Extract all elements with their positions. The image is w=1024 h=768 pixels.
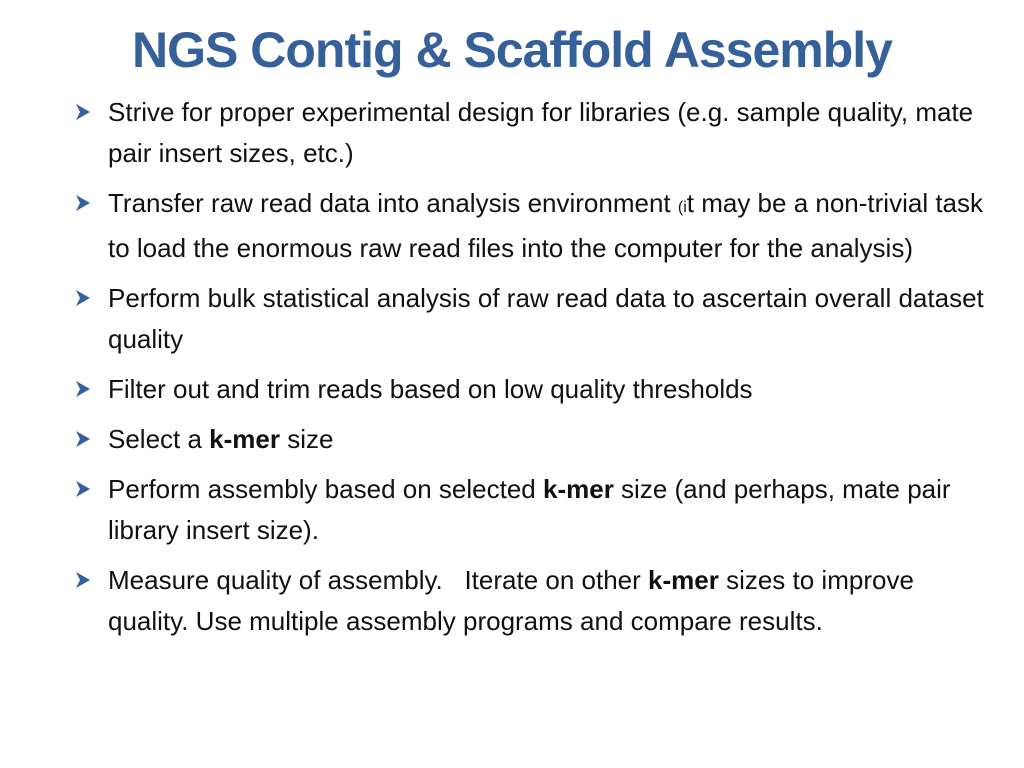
arrow-bullet-icon: [74, 380, 92, 398]
bullet-text-post: size (and perhaps, mate pair library insert size).: [108, 474, 951, 545]
bullet-text: Strive for proper experimental design for libraries (e.g. sample quality, mate pair insert sizes, etc.): [108, 97, 974, 168]
bullet-item: [70, 419, 990, 460]
bullet-item: [70, 278, 990, 360]
arrow-bullet-icon: [74, 571, 92, 589]
bullet-text-pre: Measure quality of assembly. Iterate on other: [108, 565, 649, 595]
bullet-text-post: sizes to improve quality. Use multiple assembly programs and compare results.: [108, 565, 914, 636]
bullet-item: [70, 183, 990, 269]
arrow-bullet-icon: [74, 480, 92, 498]
bullet-text-bold: k-mer: [543, 474, 614, 504]
bullet-text-pre: Perform assembly based on selected: [108, 474, 543, 504]
bullet-text: Perform bulk statistical analysis of raw read data to ascertain overall dataset quality: [108, 283, 984, 354]
bullet-text-post: size: [280, 424, 334, 454]
arrow-bullet-icon: [74, 430, 92, 448]
bullet-text-pre: Transfer raw read data into analysis environment: [108, 188, 678, 218]
bullet-text-post: t may be a non-trivial task to load the enormous raw read files into the computer for the analysis): [108, 188, 983, 263]
bullet-item: [70, 469, 990, 551]
bullet-item: [70, 560, 990, 642]
arrow-bullet-icon: [74, 194, 92, 212]
bullet-text-bold: k-mer: [209, 424, 280, 454]
bullet-list: [70, 92, 990, 651]
bullet-item: [70, 92, 990, 174]
bullet-text: Filter out and trim reads based on low quality thresholds: [108, 374, 753, 404]
bullet-text-pre: Select a: [108, 424, 210, 454]
slide-title: NGS Contig & Scaffold Assembly: [132, 22, 892, 78]
bullet-item: [70, 369, 990, 410]
bullet-text-paren: (i: [677, 199, 687, 216]
arrow-bullet-icon: [74, 103, 92, 121]
bullet-text-bold: k-mer: [648, 565, 719, 595]
arrow-bullet-icon: [74, 289, 92, 307]
